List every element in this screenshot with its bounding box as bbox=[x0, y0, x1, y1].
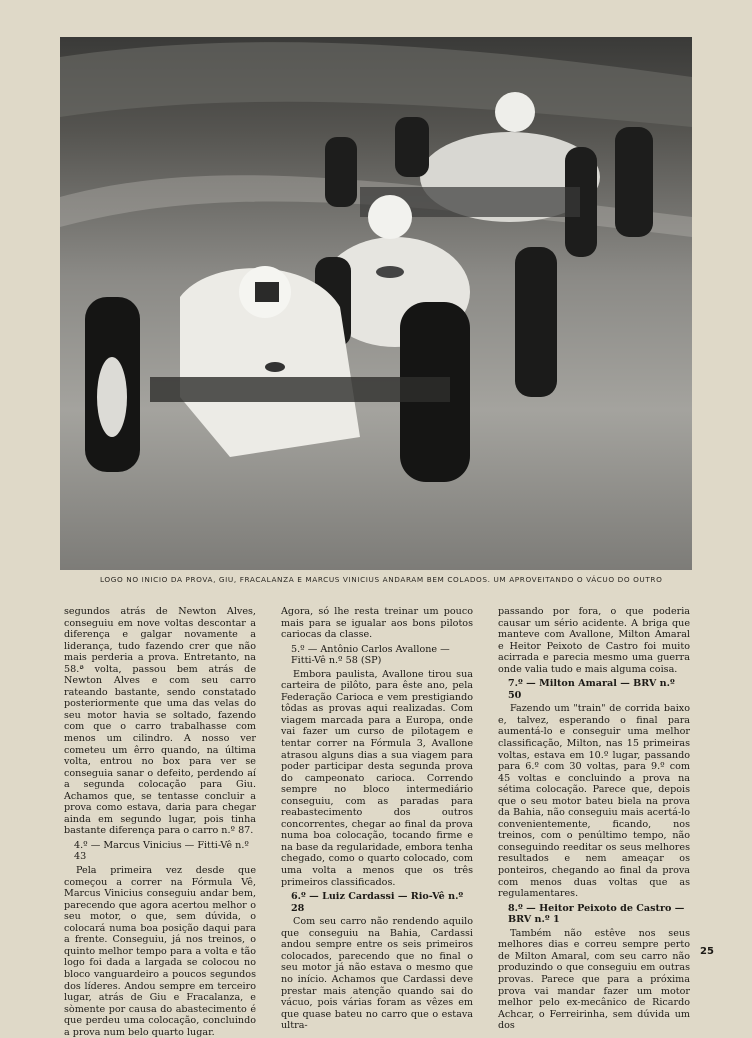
paragraph: passando por fora, o que poderia causar um sério acidente. A briga que manteve com Avallone, Milton Amaral e Heitor Peixoto de Castro foi muito acirrada e parecia mesmo uma guerra onde valia tudo e mais alguma coisa. bbox=[498, 606, 690, 675]
article-column-3 bbox=[498, 606, 690, 1032]
paragraph: Embora paulista, Avallone tirou sua carteira de pilôto, para êste ano, pela Federação Carioca e vem prestigiando tôdas as provas aqui realizadas. Com viagem marcada para a Europa, onde vai fazer um curso de pilotagem e tentar correr na Fórmula 3, Avallone atrasou alguns dias a sua viagem para poder participar desta segunda prova do campeonato carioca. Correndo sempre no bloco intermediário conseguiu, com as paradas para reabastecimento dos outros concorrentes, chegar ao final da prova numa boa colocação, tocando firme e na base da regularidade, embora tenha chegado, como o quarto colocado, com uma volta a menos que os três primeiros classificados. bbox=[281, 668, 473, 888]
paragraph: Agora, só lhe resta treinar um pouco mais para se igualar aos bons pilotos cariocas da classe. bbox=[281, 606, 473, 641]
article-column-2 bbox=[281, 606, 473, 1032]
driver-heading: 6.º — Luiz Cardassi — Rio-Vê n.º 28 bbox=[291, 891, 464, 914]
paragraph: Também não estêve nos seus melhores dias e correu sempre perto de Milton Amaral, com seu carro não produzindo o que conseguiu em outras provas. Parece que para a próxima prova vai mandar fazer um motor melhor pelo ex-mecânico de Ricardo Achcar, o Ferreirinha, sem dúvida um dos bbox=[498, 927, 690, 1032]
photo-caption: LOGO NO INICIO DA PROVA, GIU, FRACALANZA E MARCUS VINICIUS ANDARAM BEM COLADOS. UM APROVEITANDO O VÁCUO DO OUTRO bbox=[100, 575, 663, 584]
paragraph: Pela primeira vez desde que começou a correr na Fórmula Vê, Marcus Vinicius conseguiu andar bem, parecendo que agora acertou melhor o seu motor, o que, sem dúvida, o colocará numa boa posição daqui para a frente. Conseguiu, já nos treinos, o quinto melhor tempo para a volta e tão logo foi dada a largada se colocou no bloco vanguardeiro a poucos segundos dos líderes. Andou sempre em terceiro lugar, atrás de Giu e Fracalanza, e sòmente por causa do abastecimento é que perdeu uma colocação, concluindo a prova num belo quarto lugar. bbox=[64, 865, 256, 1038]
page-number: 25 bbox=[700, 946, 714, 957]
race-photo bbox=[60, 37, 692, 570]
driver-heading: 5.º — Antônio Carlos Avallone — Fitti-Vê n.º 58 (SP) bbox=[291, 643, 450, 667]
driver-heading: 7.º — Milton Amaral — BRV n.º 50 bbox=[508, 678, 675, 701]
article-column-1 bbox=[64, 606, 256, 1038]
paragraph: Fazendo um "train" de corrida baixo e, talvez, esperando o final para aumentá-lo e conseguir uma melhor classificação, Milton, nas 15 primeiras voltas, estava em 10.º lugar, passando para 6.º com 30 voltas, para 9.º com 45 voltas e concluindo a prova na sétima colocação. Parece que, depois que o seu motor bateu biela na prova da Bahia, não conseguiu mais acertá-lo convenientemente, ficando, nos treinos, com o penúltimo tempo, não conseguindo reeditar os seus melhores resultados e nem ameaçar os ponteiros, chegando ao final da prova com menos duas voltas que as regulamentares. bbox=[498, 703, 690, 900]
driver-heading: 8.º — Heitor Peixoto de Castro — BRV n.º 1 bbox=[508, 902, 685, 926]
driver-heading: 4.º — Marcus Vinicius — Fitti-Vê n.º 43 bbox=[74, 839, 249, 863]
paragraph: Com seu carro não rendendo aquilo que conseguiu na Bahia, Cardassi andou sempre entre os seis primeiros colocados, parecendo que no final o seu motor já não estava o mesmo que no início. Achamos que Cardassi deve prestar mais atenção quando sai do vácuo, pois várias foram as vêzes em que quase bateu no carro que o estava ultra- bbox=[281, 916, 473, 1032]
paragraph: segundos atrás de Newton Alves, conseguiu em nove voltas descontar a diferença e galgar novamente a liderança, tudo fazendo crer que não mais perderia a prova. Entretanto, na 58.ª volta, passou bem atrás de Newton Alves e com seu carro rateando bastante, sendo constatado posteriormente que uma das velas do seu motor havia se soltado, fazendo com que o carro trabalhasse com menos um cilindro. A nosso ver cometeu um êrro quando, na última volta, entrou no box para ver se conseguia sanar o defeito, perdendo aí a segunda colocação para Giu. Achamos que, se tentasse concluir a prova como estava, daria para chegar ainda em segundo lugar, pois tinha bastante diferença para o carro n.º 87. bbox=[64, 606, 256, 837]
race-cars-illustration bbox=[60, 37, 692, 570]
